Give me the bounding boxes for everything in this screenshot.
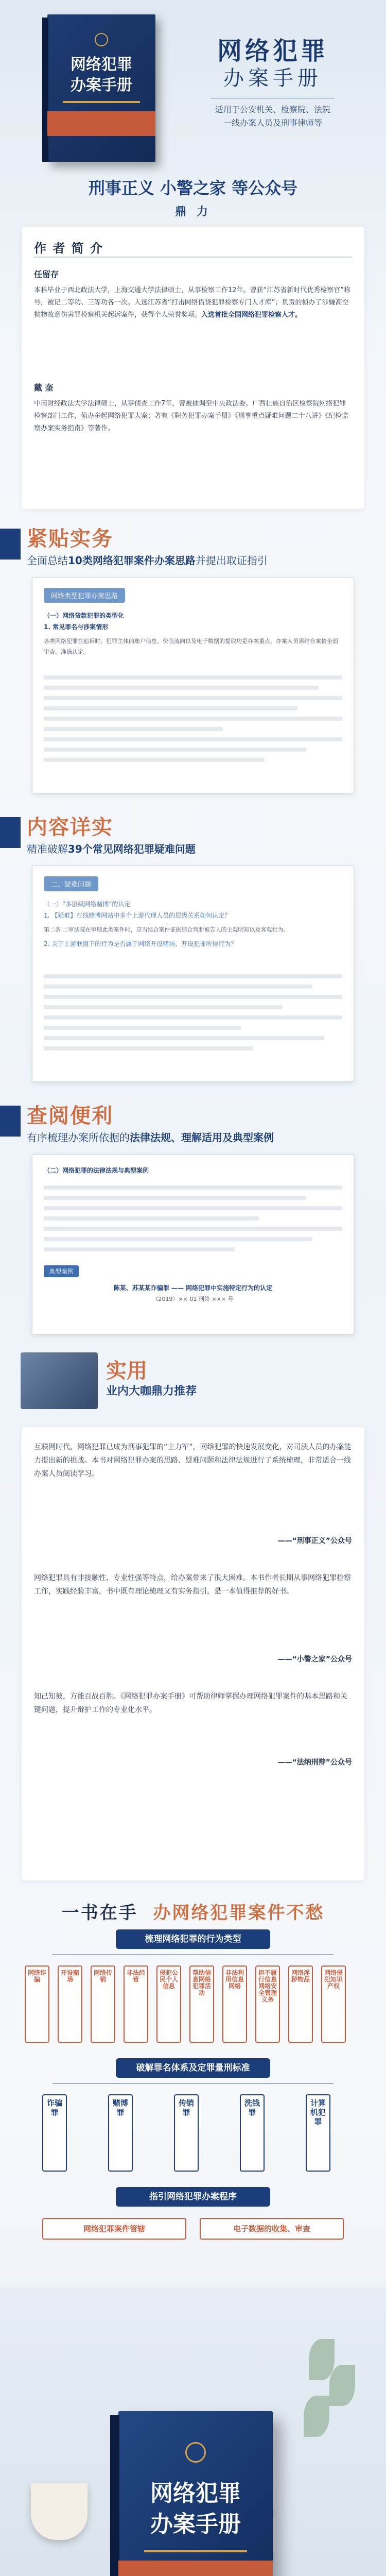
crime-card: 洗钱罪 <box>240 2094 265 2172</box>
section-lookup-head <box>0 1097 386 1154</box>
section-deco <box>0 1106 21 1137</box>
book-cover-image <box>47 14 155 162</box>
publisher-emblem-icon <box>95 33 108 46</box>
scan-subheading: 1. 常见罪名与涉案情形 <box>44 623 109 631</box>
procedure-card-2: 电子数据的收集、审查 <box>200 2218 344 2240</box>
practical-title: 实用 <box>106 1359 147 1383</box>
review-text-2: 网络犯罪具有非接触性、专业性强等特点，给办案带来了很大困难。本书作者长期从事网络犯罪检察工作，实践经验丰富，书中既有理论梳理又有实务指引，是一本值得推荐的好书。 <box>34 1574 351 1596</box>
section-content-head <box>0 809 386 866</box>
hero-title: 网络犯罪 <box>217 37 328 65</box>
section-title: 紧贴实务 <box>27 527 113 551</box>
author-bio-1-text: 本科毕业于西北政法大学，上海交通大学法律硕士，从事检察工作12年。曾获“江苏省新时代优秀检察官”称号，被记二等功、三等功各一次。入选江苏省“打击网络借贷犯罪检察专门人才库”；负责的侦办了涉嫌高空抛物故意伤害罪检察机关起诉案件，获得个人荣誉奖项。 <box>34 286 351 319</box>
scan-question-3: 2. 关于上游联盟下的行为是否属于网络开设赌场、开设犯罪所得行为？ <box>44 940 237 947</box>
crime-card: 计算机犯罪 <box>306 2094 330 2172</box>
content-diagram <box>22 1929 364 2269</box>
product-book <box>118 2411 273 2576</box>
publisher-emblem-icon <box>185 2442 206 2463</box>
section-deco <box>0 529 21 560</box>
type-card: 网络淫秽物品 <box>288 1965 313 2043</box>
diagram-bottom-pill: 指引网络犯罪办案程序 <box>116 2187 270 2207</box>
book-gold-line <box>144 2550 247 2552</box>
slogan: 一书在手 办网络犯罪案件不愁 <box>61 1903 325 1923</box>
review-text-1: 互联网时代，网络犯罪已成为刑事犯罪的“主力军”，网络犯罪的快速发展变化，对司法人员的办案能力提出新的挑战。本书对网络犯罪办案的思路、疑难问题和法律法规进行了系统梳理，非常适合一线办案人员阅读学习。 <box>34 1443 352 1478</box>
type-card: 侵犯公民个人信息 <box>156 1965 181 2043</box>
page-scan-3 <box>32 1154 354 1334</box>
scan-text-lines <box>44 675 342 768</box>
author-bio-2: 中南财经政法大学法律硕士，从事侦查工作7年，曾被抽调至中央政法委。广西壮族自治区检察院网络犯罪检察部门工作，侦办多起网络犯罪大案；著有《职务犯罪办案手册》《刑事重点疑难问题二十八讲》《纪检监察办案实务指南》等著作。 <box>34 400 349 432</box>
scan-pill: 二、疑难问题 <box>44 876 98 891</box>
type-card: 网络传销 <box>91 1965 115 2043</box>
section-title: 内容详实 <box>27 815 113 839</box>
section-deco <box>0 817 21 848</box>
scan-paragraph: 各类网络犯罪在追诉时，犯罪主体的账户信息、资金流向以及电子数据的提取均是办案重点，办案人员需结合案情全面审查、准确认定。 <box>44 638 338 655</box>
case-tag: 典型案例 <box>44 1265 79 1277</box>
author-bio-1-strong: 入选首批全国网络犯罪检察人才。 <box>201 311 302 319</box>
hero-audience <box>206 103 340 130</box>
crime-card: 诈骗罪 <box>42 2094 67 2172</box>
diagram-mid-pill: 破解罪名体系及定罪量刑标准 <box>116 2058 270 2078</box>
type-card: 开设赌场 <box>58 1965 82 2043</box>
review-source-1: ——“刑事正义”公众号 <box>277 1537 352 1545</box>
book-spine <box>110 2415 119 2576</box>
practical-sub: 业内大咖鼎力推荐 <box>106 1385 197 1398</box>
audience-line-1: 适用于公安机关、检察院、法院 <box>215 105 330 114</box>
type-card: 非法利用信息网络 <box>222 1965 247 2043</box>
type-card: 非法经营 <box>124 1965 148 2043</box>
scan-question-1: （一）“多层级网络赌博”的认定 <box>44 901 131 908</box>
crime-card: 赌博罪 <box>108 2094 133 2172</box>
case-title: 陈某、苏某某诈骗罪 —— 网络犯罪中实施特定行为的认定 <box>113 1284 273 1292</box>
reviews-card <box>22 1427 364 1880</box>
author-divider <box>34 257 352 258</box>
scan-paragraph: 第二条 二审法院在审理此类案件时，应当结合案件证据综合判断被告人的主观明知以及客观行为。 <box>44 926 289 933</box>
review-source-2: ——“小警之家”公众号 <box>277 1655 352 1664</box>
coffee-cup <box>31 2483 87 2540</box>
book-spine <box>42 18 48 162</box>
section-line: 全面总结10类网络犯罪案件办案思路并提出取证指引 <box>27 554 268 567</box>
crime-card: 传销罪 <box>174 2094 199 2172</box>
page-scan-1 <box>32 577 354 793</box>
product-book-title: 网络犯罪 办案手册 <box>150 2480 241 2537</box>
publisher-banner <box>0 175 386 219</box>
page-scan-2 <box>32 866 354 1082</box>
practical-image <box>21 1352 98 1409</box>
practical-head <box>0 1347 386 1419</box>
hero-divider <box>211 98 335 99</box>
procedure-card-1: 网络犯罪案件管辖 <box>42 2218 186 2240</box>
type-card: 帮助信息网络犯罪活动 <box>189 1965 214 2043</box>
diagram-connector <box>52 1954 334 1955</box>
author-heading: 作 者 简 介 <box>34 241 104 256</box>
review-source-3: ——“法纳刑辩”公众号 <box>277 1758 352 1767</box>
type-card: 网络侵犯知识产权 <box>321 1965 346 2043</box>
case-meta: （2019）×× 01 刑终 ××× 号 <box>152 1296 234 1302</box>
diagram-top-pill: 梳理网络犯罪的行为类型 <box>116 1929 270 1949</box>
section-title: 查阅便利 <box>27 1104 113 1128</box>
publisher-sub: 鼎 力 <box>175 206 211 218</box>
author-card <box>22 227 364 509</box>
publisher-main: 刑事正义 小警之家 等公众号 <box>88 178 298 198</box>
scan-question-2: 1. 【疑难】在线赌博网站中多个上游代理人员的层级关系如何认定？ <box>44 912 231 919</box>
author-bio-1 <box>34 284 352 321</box>
author-name-2: 戴 奎 <box>34 383 54 393</box>
section-practice-head <box>0 520 386 577</box>
author-name-1: 任留存 <box>34 269 59 279</box>
book-cover-title: 网络犯罪 办案手册 <box>71 56 132 94</box>
hero-section <box>0 0 386 170</box>
type-card: 拒不履行信息网络安全管理义务 <box>255 1965 280 2043</box>
type-card: 网络诈骗 <box>25 1965 49 2043</box>
book-color-band <box>47 111 155 136</box>
diagram-connector <box>52 2083 334 2084</box>
review-text-3: 知己知彼，方能百战百胜。《网络犯罪办案手册》可帮助律师掌握办理网络犯罪案件的基本思路和关键问题，提升辩护工作的专业化水平。 <box>34 1692 347 1714</box>
scan-heading: （二）网络犯罪的法律法规与典型案例 <box>44 1167 149 1174</box>
scan-heading: （一）网络贷款犯罪的类型化 <box>44 612 125 619</box>
audience-line-2: 一线办案人员及刑事律师等 <box>223 118 322 128</box>
book-gold-line <box>63 101 140 103</box>
section-line: 精准破解39个常见网络犯罪疑难问题 <box>27 843 196 855</box>
plant-decoration <box>299 2334 360 2468</box>
product-photo <box>0 2287 386 2576</box>
book-color-band <box>118 2561 273 2576</box>
scan-pill: 网络类型犯罪办案思路 <box>44 588 125 603</box>
scan-text-lines <box>44 1185 342 1258</box>
hero-subtitle: 办案手册 <box>223 66 322 90</box>
section-line: 有序梳理办案所依据的法律法规、理解适用及典型案例 <box>27 1131 274 1144</box>
scan-text-lines <box>44 974 342 1057</box>
